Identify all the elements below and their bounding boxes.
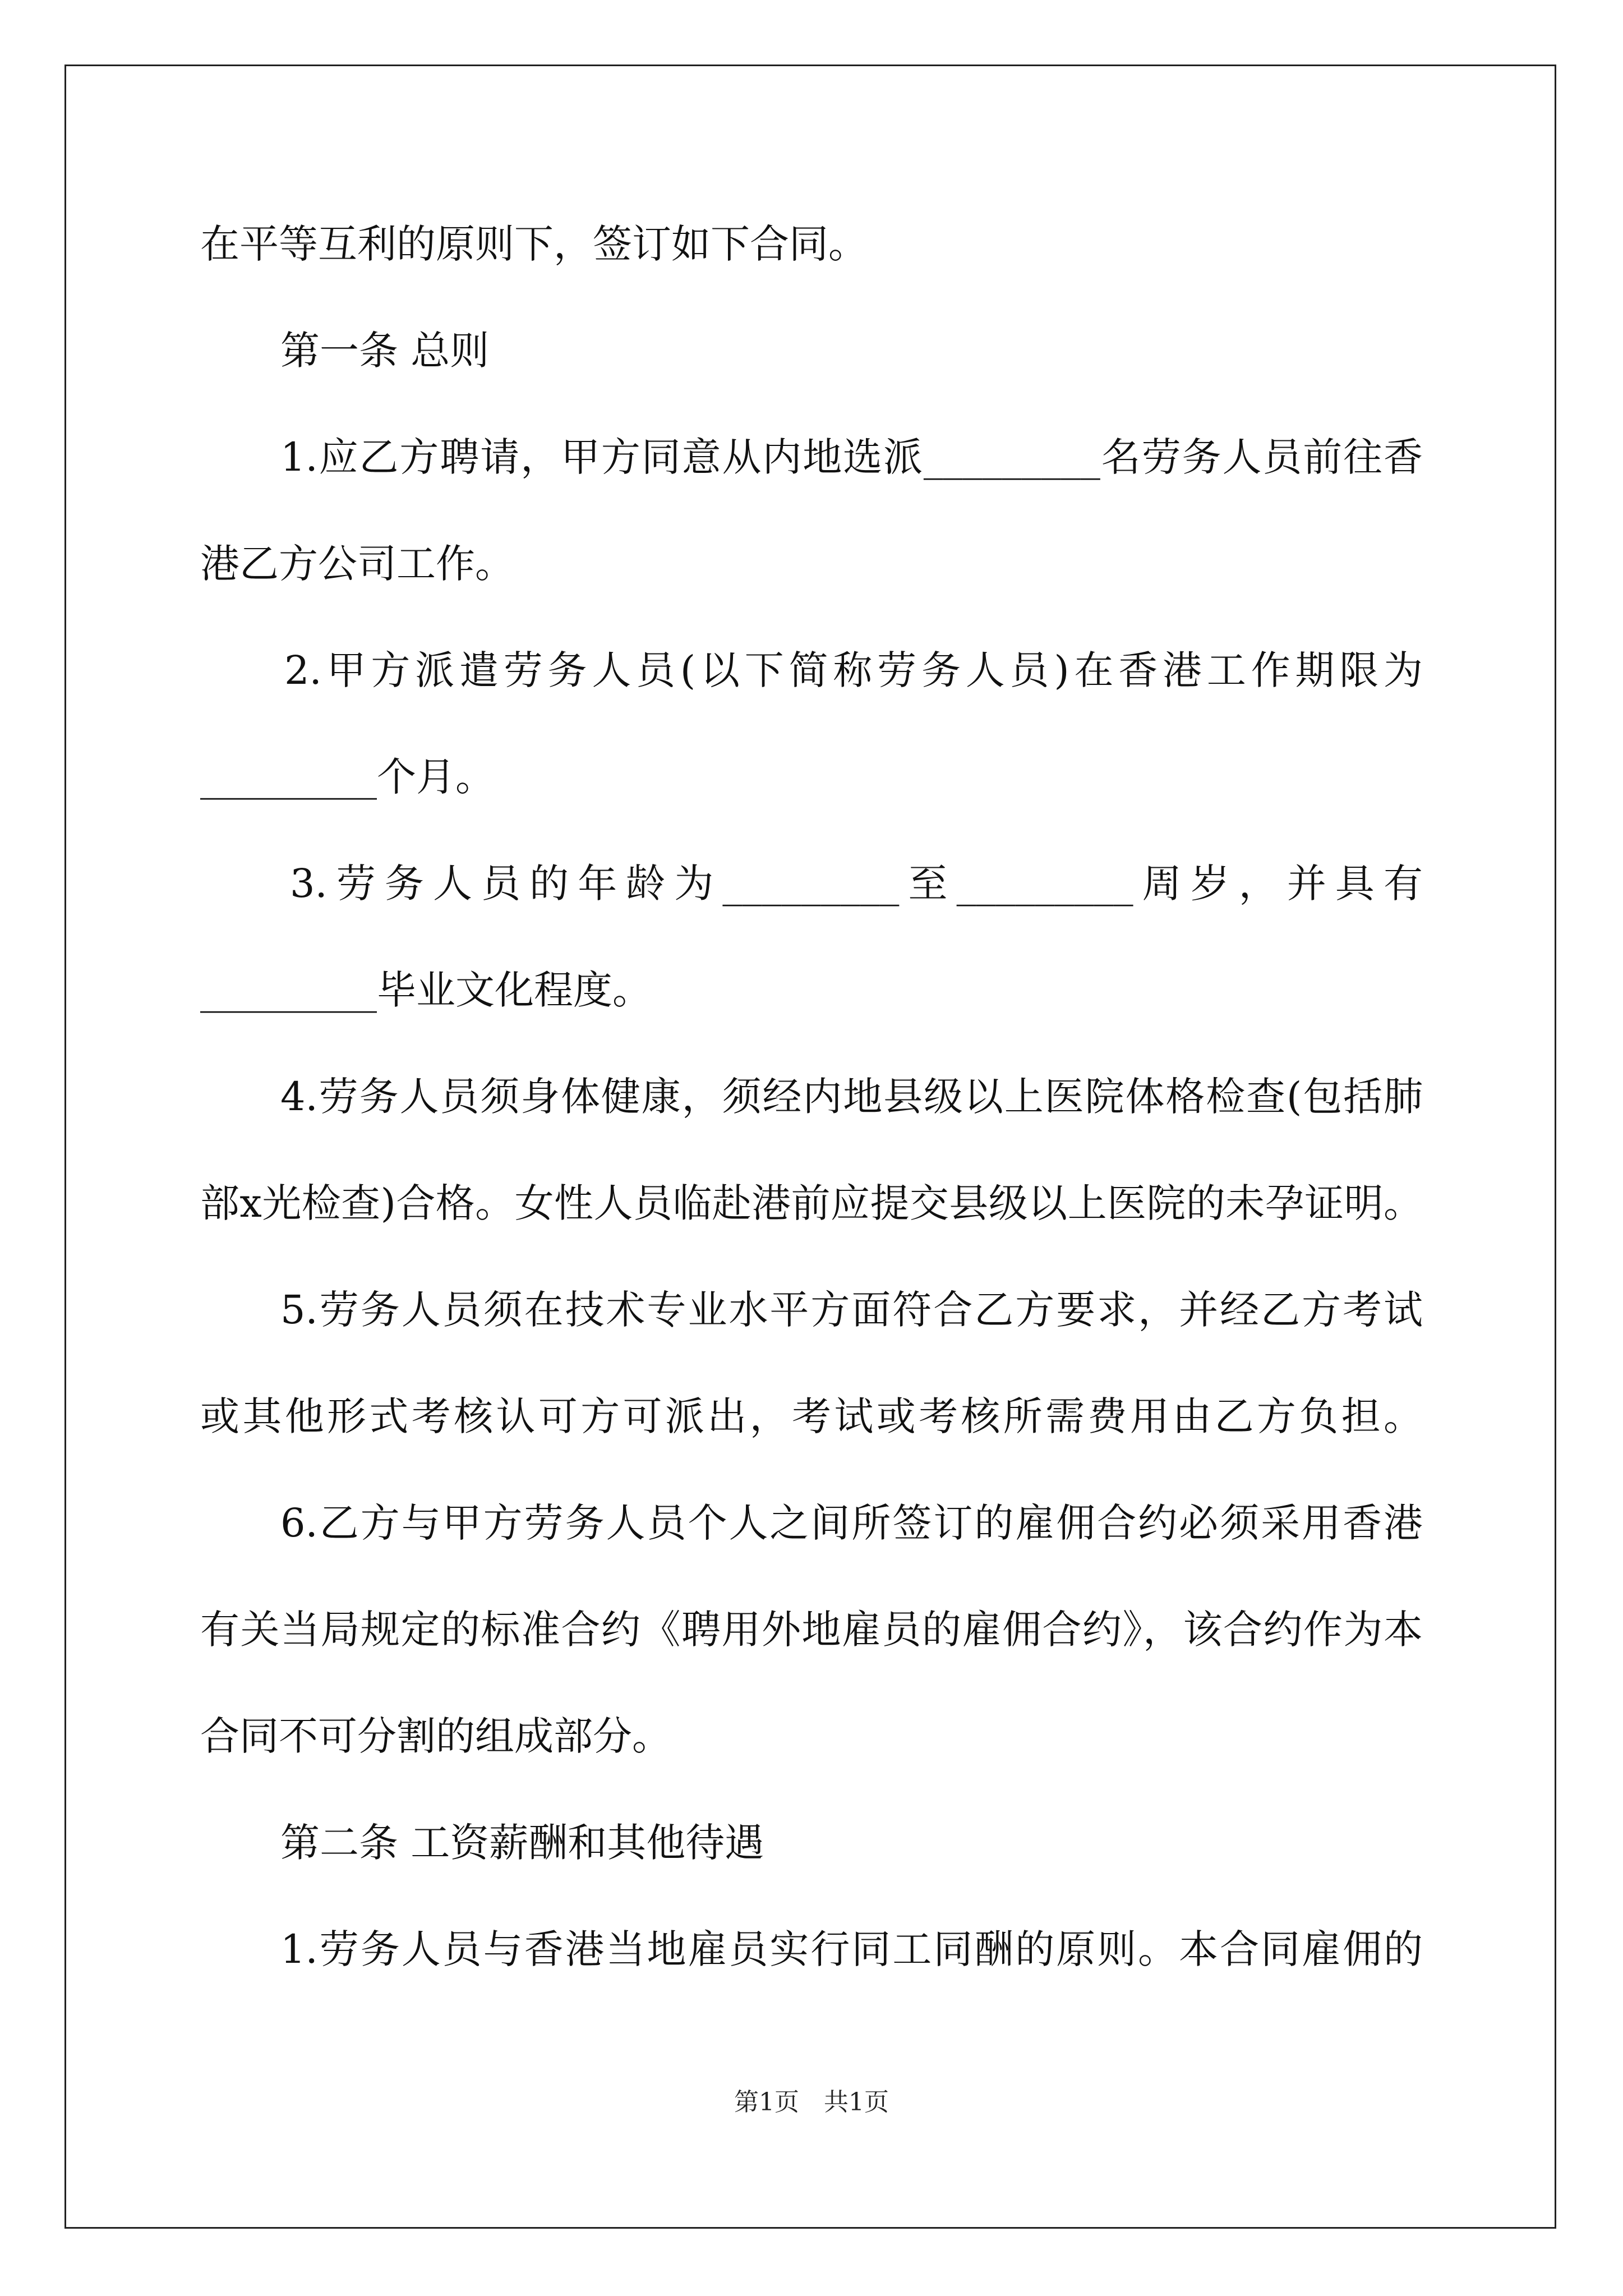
paragraph-line: 2.甲方派遣劳务人员(以下简称劳务人员)在香港工作期限为 <box>284 647 1423 693</box>
paragraph-line: 1.应乙方聘请，甲方同意从内地选派_________名劳务人员前往香 <box>280 434 1423 480</box>
article-heading: 第二条 工资薪酬和其他待遇 <box>280 1820 764 1866</box>
paragraph-line: 在平等互利的原则下，签订如下合同。 <box>200 221 868 267</box>
page-footer: 第1页 共1页 <box>734 2088 889 2116</box>
paragraph-line: 6.乙方与甲方劳务人员个人之间所签订的雇佣合约必须采用香港 <box>280 1500 1423 1546</box>
paragraph-line: 合同不可分割的组成部分。 <box>200 1713 671 1759</box>
paragraph-line: 有关当局规定的标准合约《聘用外地雇员的雇佣合约》，该合约作为本 <box>200 1607 1423 1653</box>
paragraph-line: 部x光检查)合格。女性人员临赴港前应提交县级以上医院的未孕证明。 <box>200 1180 1423 1226</box>
paragraph-line: 或其他形式考核认可方可派出，考试或考核所需费用由乙方负担。 <box>200 1393 1423 1439</box>
page-border <box>64 65 1556 2229</box>
paragraph-line: 5.劳务人员须在技术专业水平方面符合乙方要求，并经乙方考试 <box>280 1287 1423 1333</box>
paragraph-line: 1.劳务人员与香港当地雇员实行同工同酬的原则。本合同雇佣的 <box>280 1926 1423 1972</box>
paragraph-line: _________毕业文化程度。 <box>200 967 652 1013</box>
paragraph-line: 4.劳务人员须身体健康，须经内地县级以上医院体格检查(包括肺 <box>280 1074 1423 1120</box>
paragraph-line: 港乙方公司工作。 <box>200 541 514 587</box>
article-heading: 第一条 总则 <box>280 328 490 374</box>
paragraph-line: 3.劳务人员的年龄为_________至_________周岁，并具有 <box>290 861 1423 907</box>
paragraph-line: _________个月。 <box>200 754 495 800</box>
